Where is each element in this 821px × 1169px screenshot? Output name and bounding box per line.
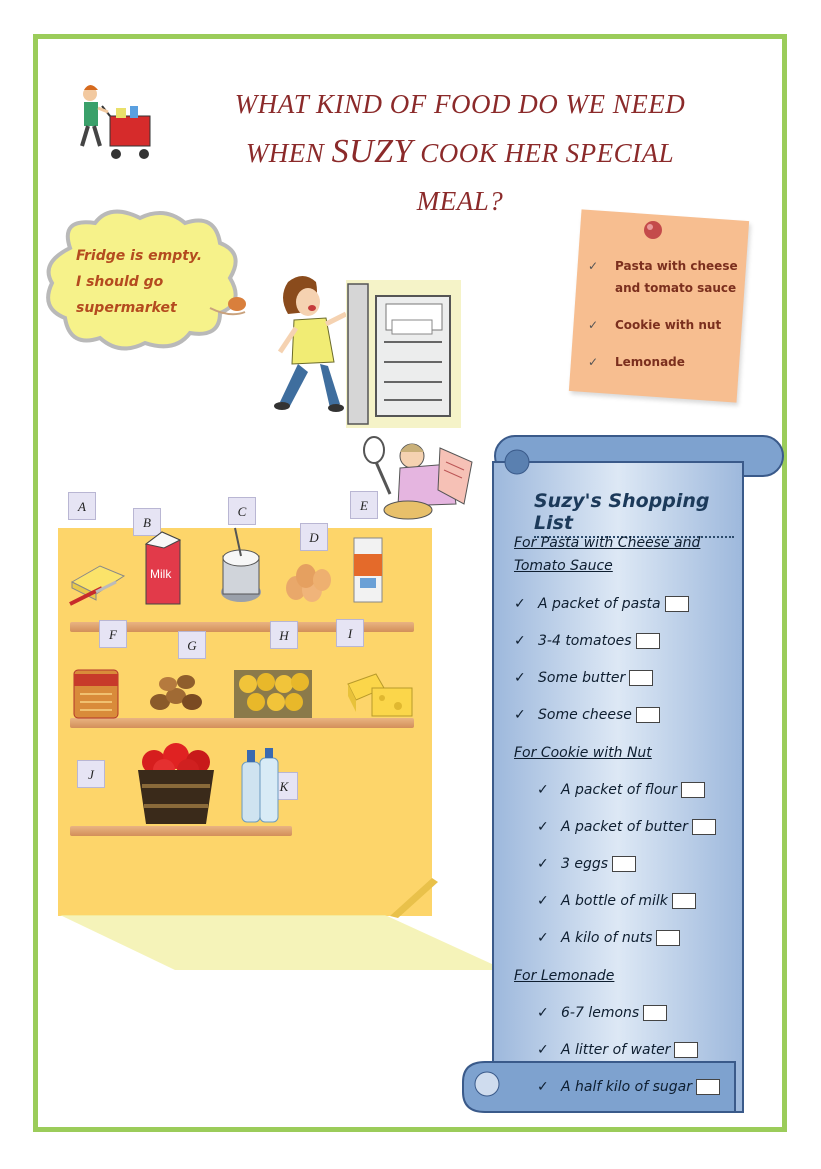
label-j: J	[77, 760, 105, 788]
menu-item: ✓ Pasta with cheese and tomato sauce	[588, 255, 738, 299]
tomato-basket-illustration	[132, 740, 220, 826]
list-item: ✓ A bottle of milk	[537, 890, 696, 912]
butter-illustration	[66, 552, 128, 608]
shopping-list-title: Suzy's Shopping List	[534, 490, 734, 538]
checkmark-icon: ✓	[514, 596, 526, 612]
thought-line-3: supermarket	[76, 300, 177, 316]
title-line-3: MEAL?	[416, 186, 504, 216]
title-when: WHEN	[245, 138, 325, 168]
milk-carton-illustration	[142, 530, 184, 606]
open-fridge-illustration	[346, 280, 461, 428]
cheese-illustration	[346, 668, 416, 720]
water-bottles-illustration	[236, 746, 282, 824]
checkmark-icon: ✓	[537, 1005, 549, 1021]
surprised-woman-illustration	[268, 272, 352, 422]
thought-text	[76, 243, 226, 321]
checkbox[interactable]	[629, 670, 653, 686]
list-item: ✓ 3-4 tomatoes	[514, 630, 660, 652]
checkmark-icon: ✓	[588, 318, 599, 332]
checkbox[interactable]	[636, 707, 660, 723]
label-c: C	[228, 497, 256, 525]
thought-line-1: Fridge is empty.	[76, 248, 203, 264]
checkbox[interactable]	[656, 930, 680, 946]
page-title	[180, 80, 740, 225]
label-f: F	[99, 620, 127, 648]
shopping-cart-illustration	[72, 82, 162, 168]
menu-item: ✓ Cookie with nut	[588, 314, 738, 336]
checkmark-icon: ✓	[537, 856, 549, 872]
label-g: G	[178, 631, 206, 659]
checkbox[interactable]	[692, 819, 716, 835]
checkbox[interactable]	[612, 856, 636, 872]
lemons-illustration	[232, 664, 314, 720]
checkmark-icon: ✓	[588, 355, 599, 369]
section-heading-cookie: For Cookie with Nut	[514, 745, 652, 761]
shelf-shadow	[55, 910, 515, 980]
flour-scoop-illustration	[217, 526, 265, 608]
label-k: K	[270, 772, 298, 800]
checkbox[interactable]	[636, 633, 660, 649]
title-name: SUZY	[331, 133, 413, 170]
label-i: I	[336, 619, 364, 647]
section-heading-pasta: For Pasta with Cheese and Tomato Sauce	[514, 535, 701, 574]
eggs-illustration	[284, 562, 332, 604]
paper-fold	[380, 860, 440, 920]
svg-text:Milk: Milk	[150, 567, 172, 581]
checkmark-icon: ✓	[537, 782, 549, 798]
checkbox[interactable]	[643, 1005, 667, 1021]
list-item: ✓ 6-7 lemons	[537, 1002, 667, 1024]
list-item: ✓ Some butter	[514, 667, 653, 689]
checkmark-icon: ✓	[537, 930, 549, 946]
section-heading-lemonade: For Lemonade	[514, 968, 615, 984]
list-item: ✓ A packet of flour	[537, 779, 705, 801]
checkbox[interactable]	[696, 1079, 720, 1095]
menu-list	[588, 255, 738, 388]
label-h: H	[270, 621, 298, 649]
checkmark-icon: ✓	[588, 259, 599, 273]
list-item: ✓ A packet of pasta	[514, 593, 689, 615]
checkmark-icon: ✓	[514, 707, 526, 723]
title-line-2	[180, 128, 740, 177]
checkmark-icon: ✓	[514, 633, 526, 649]
checkbox[interactable]	[681, 782, 705, 798]
thought-line-2: I should go	[76, 274, 164, 290]
list-item: ✓ A kilo of nuts	[537, 927, 680, 949]
list-item: ✓ A packet of butter	[537, 816, 716, 838]
label-d: D	[300, 523, 328, 551]
list-item: ✓ A litter of water	[537, 1039, 698, 1061]
pasta-packet-illustration	[70, 664, 122, 720]
checkmark-icon: ✓	[537, 893, 549, 909]
checkmark-icon: ✓	[537, 1042, 549, 1058]
title-line-1: WHAT KIND OF FOOD DO WE NEED	[234, 89, 686, 119]
checkbox[interactable]	[674, 1042, 698, 1058]
label-e: E	[350, 491, 378, 519]
checkmark-icon: ✓	[537, 1079, 549, 1095]
label-a: A	[68, 492, 96, 520]
nuts-illustration	[146, 666, 208, 718]
sugar-bag-illustration	[350, 534, 386, 604]
list-item: ✓ A half kilo of sugar	[537, 1076, 720, 1098]
checkbox[interactable]	[665, 596, 689, 612]
shelf-plank	[70, 826, 292, 836]
checkmark-icon: ✓	[514, 670, 526, 686]
menu-item: ✓ Lemonade	[588, 351, 738, 373]
pushpin-icon	[640, 218, 666, 246]
label-b: B	[133, 508, 161, 536]
checkbox[interactable]	[672, 893, 696, 909]
list-item: ✓ Some cheese	[514, 704, 660, 726]
title-rest: COOK HER SPECIAL	[420, 138, 675, 168]
checkmark-icon: ✓	[537, 819, 549, 835]
list-item: ✓ 3 eggs	[537, 853, 636, 875]
